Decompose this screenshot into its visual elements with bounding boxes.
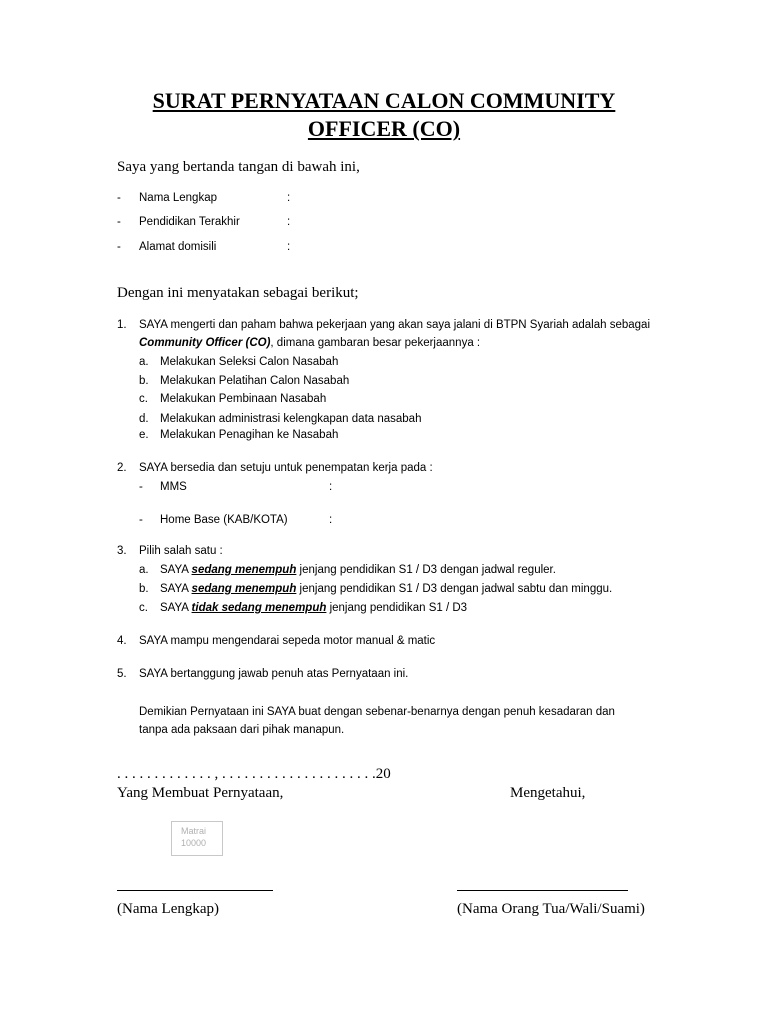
intro-text: Saya yang bertanda tangan di bawah ini, — [117, 159, 360, 175]
acknowledger-heading: Mengetahui, — [510, 785, 586, 801]
signer-name-label: (Nama Lengkap) — [117, 901, 220, 917]
field-dash: - — [117, 192, 121, 204]
sub-item-text: Melakukan Pelatihan Calon Nasabah — [160, 375, 350, 387]
item-number: 5. — [117, 668, 127, 680]
sub-item-text: Melakukan Seleksi Calon Nasabah — [160, 356, 339, 368]
placement-colon: : — [329, 514, 333, 526]
option-text: jenjang pendidikan S1 / D3 dengan jadwal sabtu dan minggu. — [296, 583, 613, 595]
document-title-line2: OFFICER (CO) — [307, 116, 461, 141]
sub-item-text: Melakukan Penagihan ke Nasabah — [160, 429, 339, 441]
document-title-line1: SURAT PERNYATAAN CALON COMMUNITY — [152, 88, 616, 113]
sub-item-text: Melakukan Pembinaan Nasabah — [160, 393, 327, 405]
closing-paragraph: Demikian Pernyataan ini SAYA buat dengan sebenar-benarnya dengan penuh kesadaran dan tanpa ada paksaan dari pihak manapun. — [139, 706, 615, 736]
sub-dash: - — [139, 481, 143, 493]
item-text: SAYA bersedia dan setuju untuk penempatan kerja pada : — [139, 462, 433, 474]
option-emphasis: sedang menempuh — [191, 564, 297, 576]
item-number: 1. — [117, 319, 127, 331]
item-number: 4. — [117, 635, 127, 647]
item-number: 3. — [117, 545, 127, 557]
signature-line-signer — [117, 890, 273, 891]
field-dash: - — [117, 216, 121, 228]
option-emphasis: sedang menempuh — [191, 583, 297, 595]
option-text: SAYA — [160, 583, 192, 595]
sub-letter: c. — [139, 393, 148, 405]
stamp-amount: 10000 — [181, 838, 207, 848]
signature-line-acknowledger — [457, 890, 628, 891]
item-emphasis: Community Officer (CO) — [139, 337, 271, 349]
field-dash: - — [117, 241, 121, 253]
field-label-alamat: Alamat domisili — [139, 241, 217, 253]
sub-item-text: Melakukan administrasi kelengkapan data nasabah — [160, 413, 422, 425]
item-text-part: SAYA mengerti dan paham bahwa pekerjaan yang akan saya jalani di BTPN Syariah adalah sebagai — [139, 319, 651, 331]
item-number: 2. — [117, 462, 127, 474]
sub-letter: b. — [139, 375, 149, 387]
item-text: SAYA bertanggung jawab penuh atas Pernyataan ini. — [139, 668, 409, 680]
field-colon: : — [287, 192, 291, 204]
signer-heading: Yang Membuat Pernyataan, — [117, 785, 284, 801]
sub-letter: d. — [139, 413, 149, 425]
sub-dash: - — [139, 514, 143, 526]
option-emphasis: tidak sedang menempuh — [191, 602, 327, 614]
placement-label-home-base: Home Base (KAB/KOTA) — [160, 514, 288, 526]
placement-colon: : — [329, 481, 333, 493]
date-line: . . . . . . . . . . . . . , . . . . . . . . . . . . . . . . . . . . .20 — [117, 766, 391, 782]
option-text: jenjang pendidikan S1 / D3 — [326, 602, 468, 614]
education-option-a — [160, 561, 556, 579]
stamp-duty-placeholder — [171, 821, 223, 856]
sub-letter: c. — [139, 602, 148, 614]
placement-label-mms: MMS — [160, 481, 187, 493]
item-text — [139, 316, 650, 352]
item-text: Pilih salah satu : — [139, 545, 223, 557]
stamp-label: Matrai — [181, 826, 207, 836]
education-option-b — [160, 580, 612, 598]
option-text: SAYA — [160, 602, 192, 614]
sub-letter: e. — [139, 429, 149, 441]
sub-letter: a. — [139, 564, 149, 576]
field-colon: : — [287, 216, 291, 228]
sub-letter: b. — [139, 583, 149, 595]
option-text: jenjang pendidikan S1 / D3 dengan jadwal reguler. — [296, 564, 556, 576]
acknowledger-name-label: (Nama Orang Tua/Wali/Suami) — [457, 901, 645, 917]
item-text: SAYA mampu mengendarai sepeda motor manual & matic — [139, 635, 436, 647]
field-colon: : — [287, 241, 291, 253]
sub-letter: a. — [139, 356, 149, 368]
item-text-part: , dimana gambaran besar pekerjaannya : — [270, 337, 481, 349]
education-option-c — [160, 599, 467, 617]
option-text: SAYA — [160, 564, 192, 576]
field-label-pendidikan: Pendidikan Terakhir — [139, 216, 240, 228]
statement-intro: Dengan ini menyatakan sebagai berikut; — [117, 285, 359, 301]
field-label-nama-lengkap: Nama Lengkap — [139, 192, 217, 204]
